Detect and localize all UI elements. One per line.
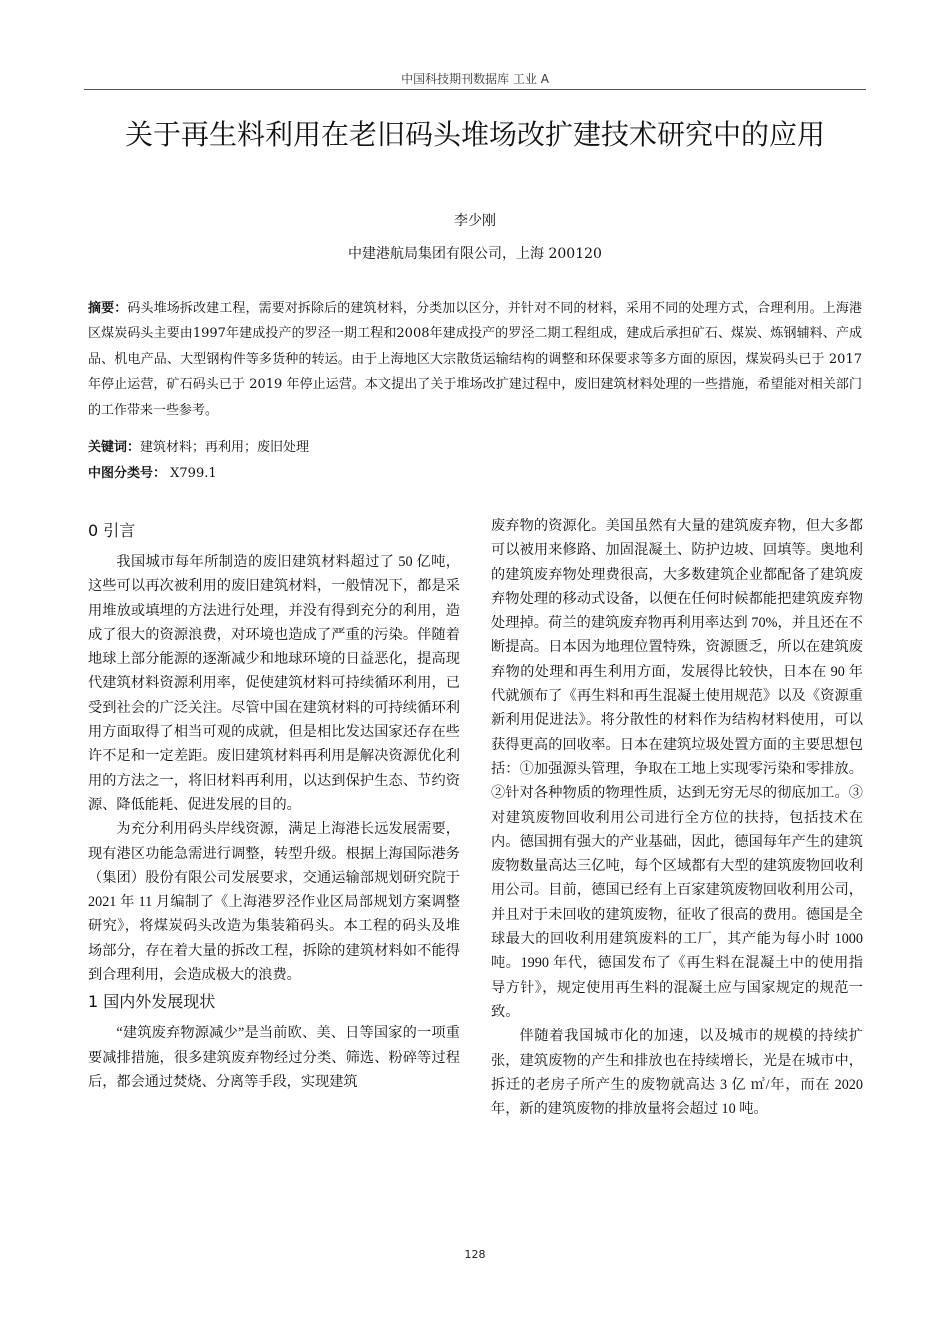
section-heading-development-status: 1 国内外发展现状 <box>88 992 216 1012</box>
right-column <box>491 514 863 1121</box>
classification-text: X799.1 <box>166 466 217 481</box>
classification-number <box>88 462 862 481</box>
abstract-text: 码头堆场拆改建工程，需要对拆除后的建筑材料，分类加以区分，并针对不同的材料，采用不同的处理方式，合理利用。上海港区煤炭码头主要由1997年建成投产的罗泾一期工程和2008年建成投产的罗泾二期工程组成，建成后承担矿石、煤炭、炼钢辅料、产成品、机电产品、大型钢构件等多货种的转运。由于上海地区大宗散货运输结构的调整和环保要求等多方面的原因，煤炭码头已于 2017 年停止运营，矿石码头已于 2019 年停止运营。本文提出了关于堆场改扩建过程中，废旧建筑材料处理的一些措施，希望能对相关部门的工作带来一些参考。 <box>88 301 862 418</box>
paragraph: 我国城市每年所制造的废旧建筑材料超过了 50 亿吨，这些可以再次被利用的废旧建筑材料，一般情况下，都是采用堆放或填埋的方法进行处理，并没有得到充分的利用，造成了很大的资源浪费，对环境也造成了严重的污染。伴随着地球上部分能源的逐渐减少和地球环境的日益恶化，提高现代建筑材料资源利用率，促使建筑材料可持续循环利用，已受到社会的广泛关注。尽管中国在建筑材料的可持续循环利用方面取得了相当可观的成就，但是相比发达国家还存在些许不足和一定差距。废旧建筑材料再利用是解决资源优化利用的方法之一，将旧材料再利用，以达到保护生态、节约资源、降低能耗、促进发展的目的。 <box>88 554 460 813</box>
author-name: 李少刚 <box>454 213 496 229</box>
header-rule <box>84 89 866 90</box>
keywords-text: 建筑材料；再利用；废旧处理 <box>140 440 310 455</box>
abstract <box>88 296 862 423</box>
section-heading-introduction: 0 引言 <box>88 521 136 540</box>
page-number: 128 <box>464 1248 486 1261</box>
running-header: 中国科技期刊数据库 工业 A <box>401 72 549 86</box>
paragraph-continued: 废弃物的资源化。美国虽然有大量的建筑废弃物，但大多都可以被用来修路、加固混凝土、防护边坡、回填等。奥地利的建筑废弃物处理费很高，大多数建筑企业都配备了建筑废弃物处理的移动式设备，以便在任何时候都能把建筑废弃物处理掉。荷兰的建筑废弃物再利用率达到 70%，并且还在不断提高。日本因为地理位置特殊，资源匮乏，所以在建筑废弃物的处理和再生利用方面，发展得比较快，日本在 90 年代就颁布了《再生料和再生混凝土使用规范》以及《资源重新利用促进法》。将分散性的材料作为结构材料使用，可以获得更高的回收率。日本在建筑垃圾处置方面的主要思想包括：①加强源头管理，争取在工地上实现零污染和零排放。②针对各种物质的物理性质，达到无穷无尽的彻底加工。③对建筑废物回收利用公司进行全方位的扶持，包括技术在内。德国拥有强大的产业基础，因此，德国每年产生的建筑废物数量高达三亿吨，每个区域都有大型的建筑废物回收利用公司。目前，德国已经有上百家建筑废物回收利用公司，并且对于未回收的建筑废物，征收了很高的费用。德国是全球最大的回收利用建筑废料的工厂，其产能为每小时 1000 吨。1990 年代，德国发布了《再生料在混凝土中的使用指导方针》，规定使用再生料的混凝土应与国家规定的规范一致。 <box>491 518 863 1020</box>
keywords <box>88 436 862 455</box>
author-affiliation: 中建港航局集团有限公司，上海 200120 <box>348 246 602 262</box>
paper-title: 关于再生料利用在老旧码头堆场改扩建技术研究中的应用 <box>124 118 825 151</box>
paragraph: 为充分利用码头岸线资源，满足上海港长远发展需要，现有港区功能急需进行调整，转型升级。根据上海国际港务（集团）股份有限公司发展要求，交通运输部规划研究院于 2021 年 11 月编制了《上海港罗泾作业区局部规划方案调整研究》，将煤炭码头改造为集装箱码头。本工程的码头及堆场部分，存在着大量的拆改工程，拆除的建筑材料如不能得到合理利用，会造成极大的浪费。 <box>88 821 460 984</box>
paragraph: “建筑废弃物源减少”是当前欧、美、日等国家的一项重要减排措施，很多建筑废弃物经过分类、筛选、粉碎等过程后，都会通过焚烧、分离等手段，实现建筑 <box>88 1025 460 1090</box>
abstract-label: 摘要： <box>88 301 128 316</box>
paragraph: 伴随着我国城市化的加速，以及城市的规模的持续扩张，建筑废物的产生和排放也在持续增长，光是在城市中，拆迁的老房子所产生的废物就高达 3 亿 ㎥/年，而在 2020 年，新的建筑废物的排放量将会超过 10 吨。 <box>491 1028 863 1118</box>
left-column <box>88 514 460 1094</box>
classification-label: 中图分类号： <box>88 466 167 481</box>
keywords-label: 关键词： <box>88 440 141 455</box>
